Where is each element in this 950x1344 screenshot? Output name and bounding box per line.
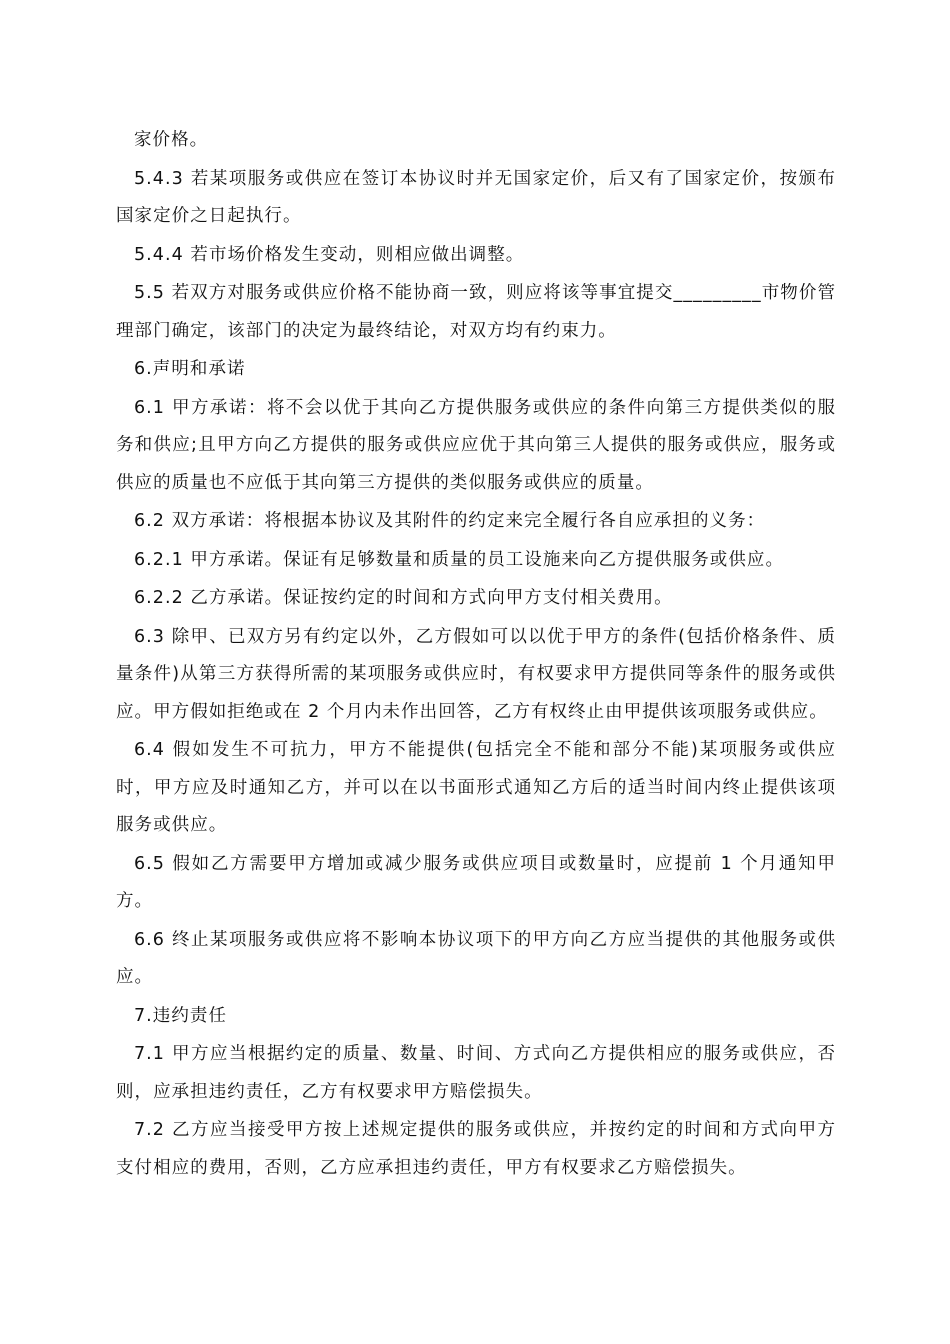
paragraph: 6.2.2 乙方承诺。保证按约定的时间和方式向甲方支付相关费用。 [134,588,673,608]
document-body [116,122,836,1188]
paragraph: 6.1 甲方承诺：将不会以优于其向乙方提供服务或供应的条件向第三方提供类似的服务和供应;且甲方向乙方提供的服务或供应应优于其向第三人提供的服务或供应，服务或供应的质量也不应低于其向第三方提供的类似服务或供应的质量。 [116,397,836,493]
paragraph: 6.5 假如乙方需要甲方增加或减少服务或供应项目或数量时，应提前 1 个月通知甲方。 [116,853,836,911]
paragraph: 6.3 除甲、已双方另有约定以外，乙方假如可以以优于甲方的条件(包括价格条件、质量条件)从第三方获得所需的某项服务或供应时，有权要求甲方提供同等条件的服务或供应。甲方假如拒绝或在 2 个月内未作出回答，乙方有权终止由甲提供该项服务或供应。 [116,626,836,722]
paragraph: 5.4.4 若市场价格发生变动，则相应做出调整。 [134,244,525,265]
paragraph: 6.4 假如发生不可抗力，甲方不能提供(包括完全不能和部分不能)某项服务或供应时，甲方应及时通知乙方，并可以在以书面形式通知乙方后的适当时间内终止提供该项服务或供应。 [116,740,836,835]
section-heading: 6.声明和承诺 [134,359,246,379]
paragraph: 5.5 若双方对服务或供应价格不能协商一致，则应将该等事宜提交_________市物价管理部门确定，该部门的决定为最终结论，对双方均有约束力。 [116,283,836,341]
paragraph: 7.2 乙方应当接受甲方按上述规定提供的服务或供应，并按约定的时间和方式向甲方支付相应的费用，否则，乙方应承担违约责任，甲方有权要求乙方赔偿损失。 [116,1120,836,1178]
paragraph: 6.2.1 甲方承诺。保证有足够数量和质量的员工设施来向乙方提供服务或供应。 [134,549,784,570]
paragraph: 5.4.3 若某项服务或供应在签订本协议时并无国家定价，后又有了国家定价，按颁布国家定价之日起执行。 [116,168,836,226]
paragraph: 7.1 甲方应当根据约定的质量、数量、时间、方式向乙方提供相应的服务或供应，否则，应承担违约责任，乙方有权要求甲方赔偿损失。 [116,1044,836,1102]
paragraph: 家价格。 [134,130,209,150]
paragraph: 6.2 双方承诺：将根据本协议及其附件的约定来完全履行各自应承担的义务： [134,511,766,531]
paragraph: 6.6 终止某项服务或供应将不影响本协议项下的甲方向乙方应当提供的其他服务或供应。 [116,929,836,987]
section-heading: 7.违约责任 [134,1005,227,1026]
